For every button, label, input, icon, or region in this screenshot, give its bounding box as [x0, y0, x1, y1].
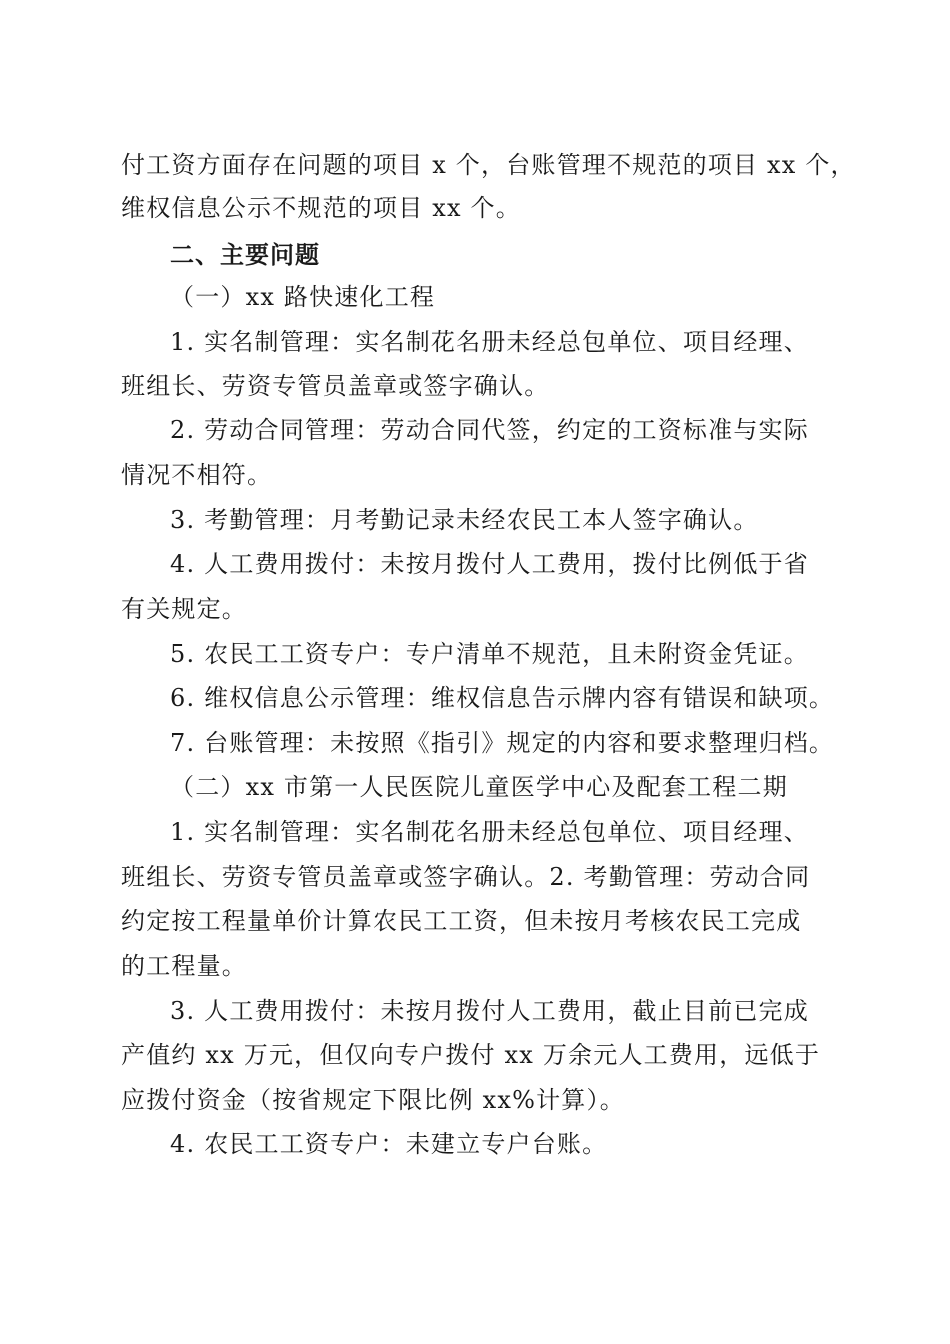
paragraph-line: 1. 实名制管理：实名制花名册未经总包单位、项目经理、 [170, 328, 809, 356]
paragraph-line: 的工程量。 [121, 952, 247, 980]
paragraph-line: 有关规定。 [121, 595, 247, 623]
paragraph-line: 4. 人工费用拨付：未按月拨付人工费用，拨付比例低于省 [170, 550, 809, 578]
paragraph-line: 4. 农民工工资专户：未建立专户台账。 [170, 1130, 608, 1158]
paragraph-line: 2. 劳动合同管理：劳动合同代签，约定的工资标准与实际 [170, 416, 809, 444]
paragraph-line: 6. 维权信息公示管理：维权信息告示牌内容有错误和缺项。 [170, 684, 835, 712]
paragraph-line: 情况不相符。 [121, 461, 273, 489]
paragraph-line: 7. 台账管理：未按照《指引》规定的内容和要求整理归档。 [170, 729, 835, 757]
paragraph-line: 应拨付资金（按省规定下限比例 xx%计算）。 [121, 1086, 625, 1114]
paragraph-line: 3. 考勤管理：月考勤记录未经农民工本人签字确认。 [170, 506, 759, 534]
paragraph-line: 班组长、劳资专管员盖章或签字确认。 [121, 372, 550, 400]
paragraph-line: 3. 人工费用拨付：未按月拨付人工费用，截止目前已完成 [170, 997, 809, 1025]
subsection-heading: （二）xx 市第一人民医院儿童医学中心及配套工程二期 [170, 773, 788, 801]
section-heading: 二、主要问题 [170, 241, 320, 269]
subsection-heading: （一）xx 路快速化工程 [170, 283, 436, 311]
paragraph-line: 约定按工程量单价计算农民工工资，但未按月考核农民工完成 [121, 907, 802, 935]
paragraph-line: 付工资方面存在问题的项目 x 个，台账管理不规范的项目 xx 个， [121, 151, 856, 179]
paragraph-line: 班组长、劳资专管员盖章或签字确认。2. 考勤管理：劳动合同 [121, 863, 811, 891]
paragraph-line: 维权信息公示不规范的项目 xx 个。 [121, 194, 521, 222]
paragraph-line: 5. 农民工工资专户：专户清单不规范，且未附资金凭证。 [170, 640, 809, 668]
paragraph-line: 产值约 xx 万元，但仅向专户拨付 xx 万余元人工费用，远低于 [121, 1041, 821, 1069]
paragraph-line: 1. 实名制管理：实名制花名册未经总包单位、项目经理、 [170, 818, 809, 846]
